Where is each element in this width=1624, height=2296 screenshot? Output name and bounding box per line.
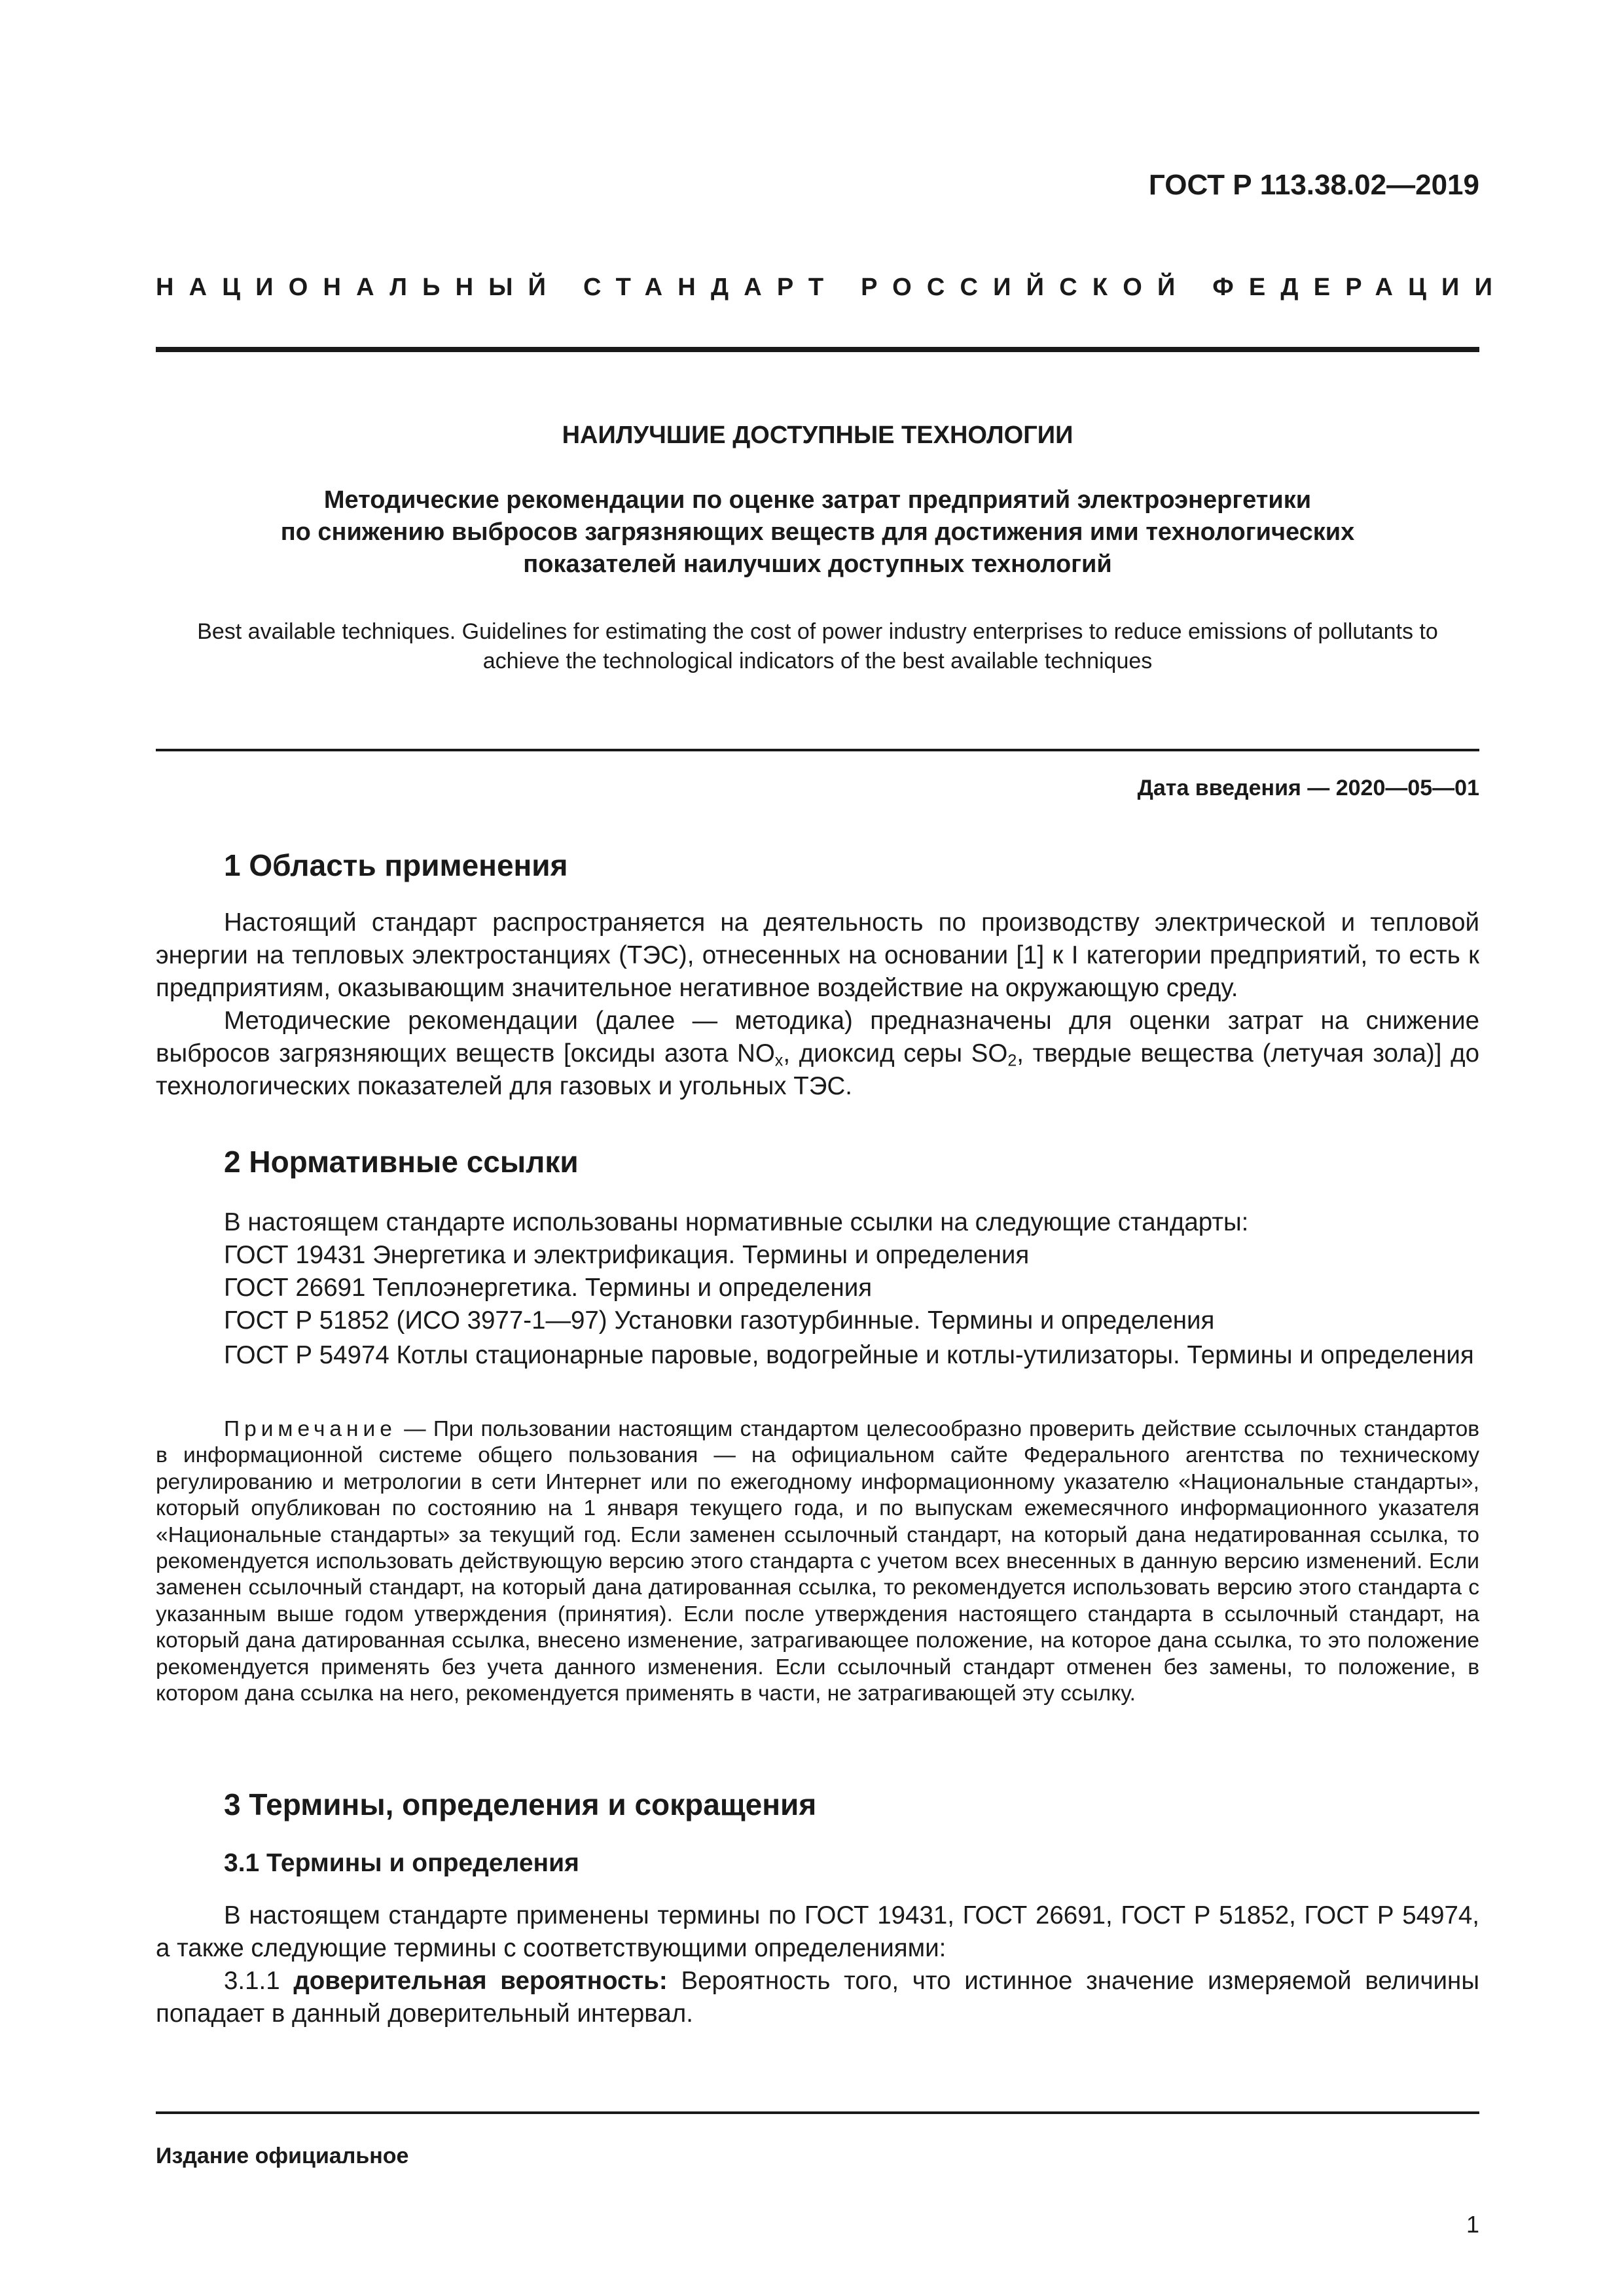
references-note: Примечание — При пользовании настоящим стандартом целесообразно проверить действие ссылочных стандартов в информационной системе общего пользования — на официальном сайте Федерального агентства по техническому регулированию и метрологии в сети Интернет или по ежегодному информационному указателю «Национальные стандарты», который опубликован по состоянию на 1 января текущего года, и по выпускам ежемесячного информационного указателя «Национальные стандарты» за текущий год. Если заменен ссылочный стандарт, на который дана недатированная ссылка, то рекомендуется использовать действующую версию этого стандарта с учетом всех внесенных в данную версию изменений. Если заменен ссылочный стандарт, на который дана датированная ссылка, то рекомендуется использовать версию этого стандарта с указанным выше годом утверждения (принятия). Если после утверждения настоящего стандарта в ссылочный стандарт, на который дана датированная ссылка, внесено изменение, затрагивающее положение, на которое дана ссылка, то это положение рекомендуется применять без учета данного изменения. Если ссылочный стандарт отменен без замены, то положение, в котором дана ссылка на него, рекомендуется применять в части, не затрагивающей эту ссылку. [156, 1417, 1479, 1706]
title-divider [156, 749, 1479, 751]
national-standard-banner: НАЦИОНАЛЬНЫЙ СТАНДАРТ РОССИЙСКОЙ ФЕДЕРАЦИИ [156, 274, 1508, 301]
footer-divider [156, 2111, 1479, 2114]
section-3-intro: В настоящем стандарте применены термины по ГОСТ 19431, ГОСТ 26691, ГОСТ Р 51852, ГОСТ Р 54974, а также следующие термины с соответствующими определениями: [156, 1901, 1479, 1962]
subtitle-line: показателей наилучших доступных технологий [523, 550, 1112, 578]
subtitle-line: Методические рекомендации по оценке затрат предприятий электроэнергетики [323, 486, 1312, 514]
document-title: НАИЛУЧШИЕ ДОСТУПНЫЕ ТЕХНОЛОГИИ [562, 422, 1074, 449]
note-label: Примечание [224, 1417, 397, 1441]
introduction-date: Дата введения — 2020—05—01 [1137, 776, 1479, 800]
subsection-3-1-heading: 3.1 Термины и определения [224, 1849, 579, 1877]
header-thick-rule [156, 347, 1479, 352]
reference-item: ГОСТ 19431 Энергетика и электрификация. Термины и определения [224, 1241, 1030, 1269]
section-3-heading: 3 Термины, определения и сокращения [224, 1787, 817, 1821]
page-number: 1 [1466, 2211, 1479, 2238]
subtitle-line: по снижению выбросов загрязняющих веществ для достижения ими технологических [280, 518, 1355, 546]
reference-item: ГОСТ 26691 Теплоэнергетика. Термины и определения [224, 1274, 873, 1302]
document-subtitle [156, 484, 1479, 581]
section-1-heading: 1 Область применения [224, 848, 568, 882]
term-name: доверительная вероятность: [293, 1967, 668, 1995]
official-edition-label: Издание официальное [156, 2144, 409, 2168]
section-1-paragraph-1: Настоящий стандарт распространяется на деятельность по производству электрической и тепловой энергии на тепловых электростанциях (ТЭС), отнесенных на основании [1] к I категории предприятий, то есть к предприятиям, оказывающим значительное негативное воздействие на окружающую среду. [156, 908, 1479, 1002]
section-1-paragraph-2: Методические рекомендации (далее — методика) предназначены для оценки затрат на снижение выбросов загрязняющих веществ [оксиды азота $NO_x$, диоксид серы $SO_2$, твердые вещества (летучая зола)] до технологических показателей для газовых и угольных ТЭС. [156, 1007, 1479, 1100]
english-title: Best available techniques. Guidelines for estimating the cost of power industry enterprises to reduce emissions of pollutants to achieve the technological indicators of the best available techniques [197, 619, 1438, 673]
section-2-heading: 2 Нормативные ссылки [224, 1145, 579, 1179]
standard-number: ГОСТ Р 113.38.02—2019 [1148, 169, 1479, 201]
reference-item: ГОСТ Р 54974 Котлы стационарные паровые, водогрейные и котлы-утилизаторы. Термины и определения [224, 1341, 1474, 1369]
term-3-1-1: 3.1.1 доверительная вероятность: Вероятность того, что истинное значение измеряемой величины попадает в данный доверительный интервал. [156, 1967, 1479, 2028]
reference-item: ГОСТ Р 51852 (ИСО 3977-1—97) Установки газотурбинные. Термины и определения [224, 1306, 1215, 1335]
references-intro: В настоящем стандарте использованы нормативные ссылки на следующие стандарты: [224, 1208, 1249, 1236]
